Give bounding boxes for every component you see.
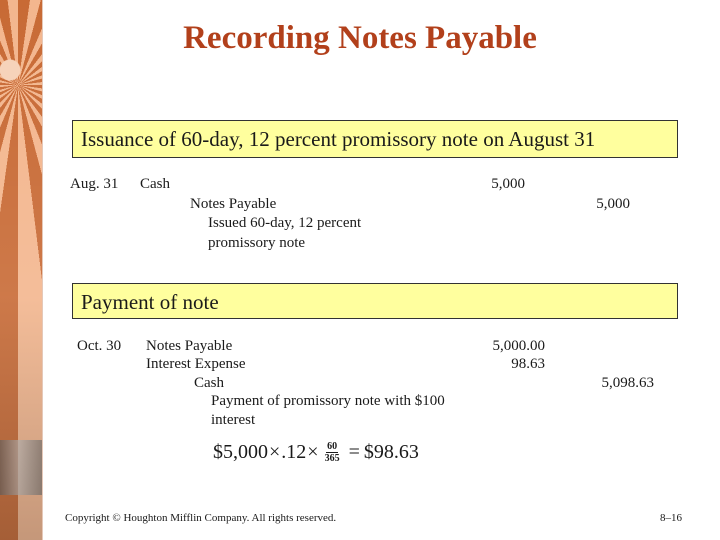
section2-debit-account1: Notes Payable [146,338,233,354]
formula-times-sign: × [269,441,281,463]
section1-explanation-line2: promissory note [208,235,306,251]
decorative-fade [0,0,42,540]
footer-copyright: Copyright © Houghton Mifflin Company. All rights reserved. [65,512,337,524]
section1-explanation-line1: Issued 60-day, 12 percent [208,215,362,231]
section2-explanation-line2: interest [211,412,256,428]
section1-debit-amount: 5,000 [491,176,525,192]
formula-times-sign: × [307,441,319,463]
section1-heading-box: Issuance of 60-day, 12 percent promissory note on August 31 [72,120,678,158]
fraction-denominator: 365 [324,452,340,464]
section1-debit-account: Cash [140,176,170,192]
formula-principal: $5,000 [213,441,268,463]
fraction-numerator: 60 [327,440,338,452]
section1-date: Aug. 31 [70,176,119,192]
section2-explanation-line1: Payment of promissory note with $100 [211,393,445,409]
section1-credit-amount: 5,000 [596,196,630,212]
section2-debit-account2: Interest Expense [146,356,246,372]
section2-heading-box: Payment of note [72,283,678,319]
section2-debit-amount2: 98.63 [511,356,545,372]
formula-result: $98.63 [363,441,419,463]
section2-credit-amount: 5,098.63 [601,375,654,391]
section2-debit-amount1: 5,000.00 [492,338,545,354]
formula-equals-sign: = [348,441,360,463]
decorative-side-image [0,0,43,540]
section2-date: Oct. 30 [77,338,122,354]
formula-fraction [324,441,341,464]
formula-rate: .12 [281,441,307,463]
section1-credit-account: Notes Payable [190,196,277,212]
slide-title: Recording Notes Payable [183,20,537,56]
section2-credit-account: Cash [194,375,224,391]
interest-formula [213,440,419,464]
footer-page-number: 8–16 [660,512,682,524]
